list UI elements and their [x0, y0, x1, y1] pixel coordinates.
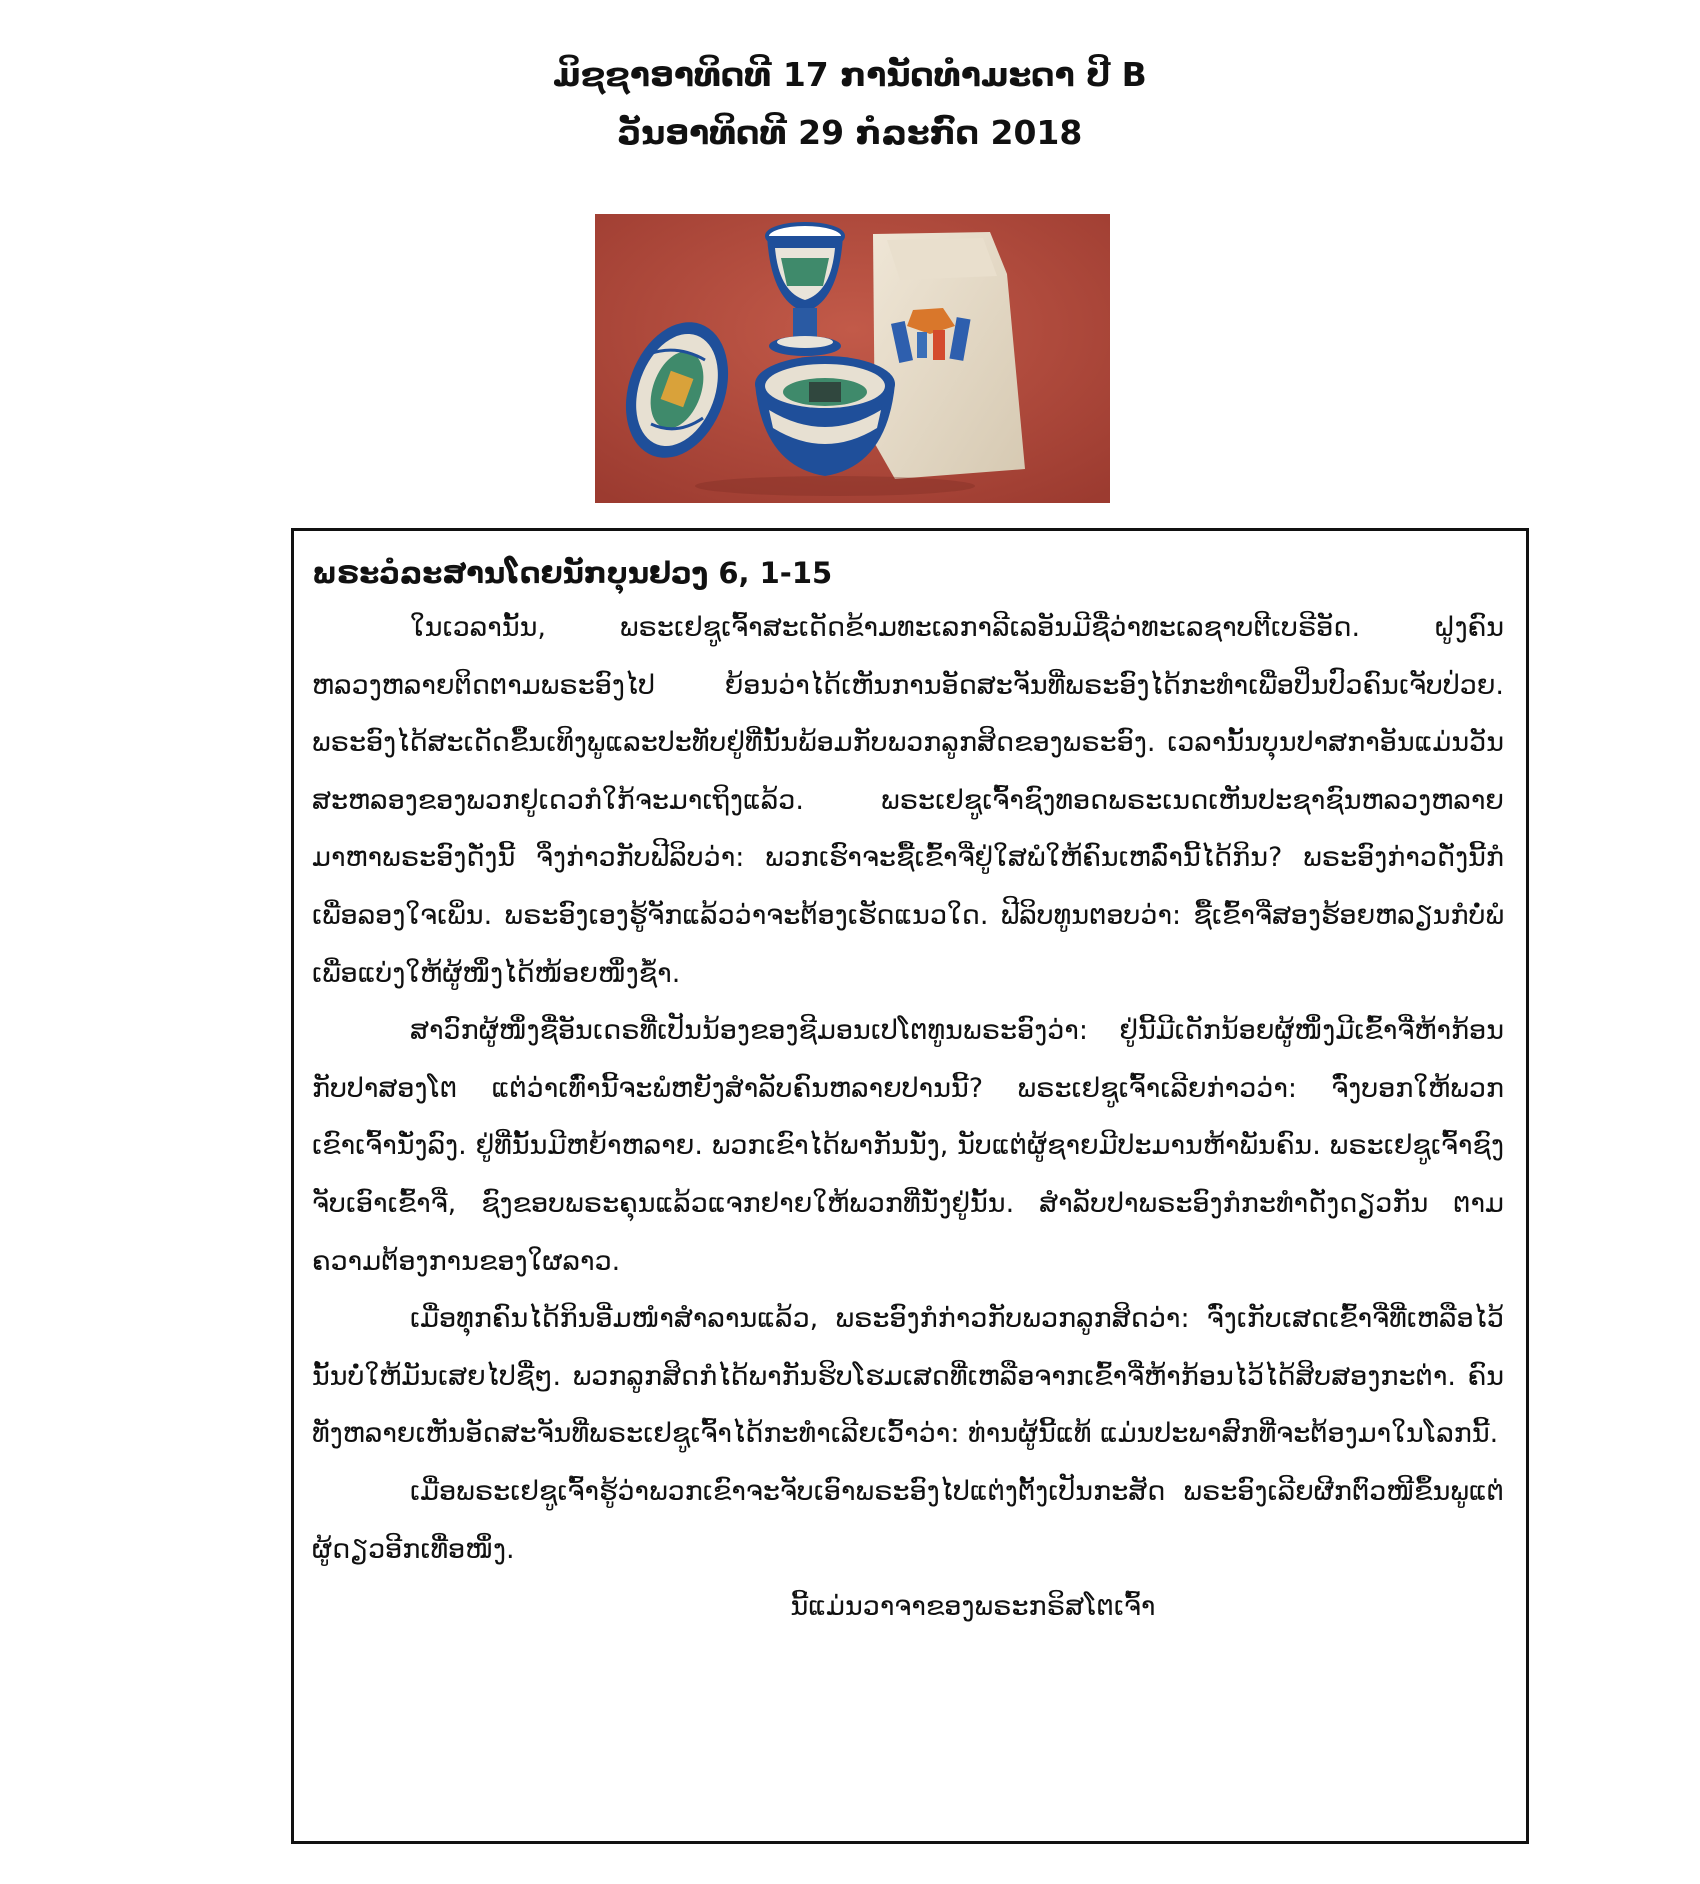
- reading-closing: ນີ້ແມ່ນວາຈາຂອງພຣະກຣິສໂຕເຈົ້າ: [790, 1591, 1156, 1623]
- reading-paragraph-3: ເມື່ອທຸກຄົນໄດ້ກິນອີ່ມໜຳສຳລານແລ້ວ, ພຣະອົງກໍກ່າວກັບພວກລູກສິດວ່າ: ຈົ່ງເກັບເສດເຂົ້າຈີ່ທີ່ເຫລືອໄວ້ນັ້ນບໍ່ໃຫ້ມັນເສຍໄປຊື່ໆ. ພວກລູກສິດກໍໄດ້ພາກັນຮິບໂຮມເສດທີ່ເຫລືອຈາກເຂົ້າຈີ່ຫ້າກ້ອນໄວ້ໄດ້ສິບສອງກະຕ່າ. ຄົນທັງຫລາຍເຫັນອັດສະຈັນທີ່ພຣະເຢຊູເຈົ້າໄດ້ກະທຳເລີຍເວົ້າວ່າ: ທ່ານຜູ້ນີ້ແທ້ ແມ່ນປະພາສົກທີ່ຈະຕ້ອງມາໃນໂລກນີ້.: [312, 1303, 1504, 1450]
- reading-paragraph-4: ເມື່ອພຣະເຢຊູເຈົ້າຮູ້ວ່າພວກເຂົາຈະຈັບເອົາພຣະອົງໄປແຕ່ງຕັ້ງເປັນກະສັດ ພຣະອົງເລີຍຜີກຕົວໜີຂຶ້ນພູແຕ່ຜູ້ດຽວອີກເທື່ອໜຶ່ງ.: [312, 1475, 1504, 1565]
- reading-paragraph-1: ໃນເວລານັ້ນ, ພຣະເຢຊູເຈົ້າສະເດັດຂ້າມທະເລກາລີເລອັນມີຊື່ວ່າທະເລຊາບຕີເບຣີອັດ. ຝູງຄົນຫລວງຫລາຍຕິດຕາມພຣະອົງໄປ ຍ້ອນວ່າໄດ້ເຫັນການອັດສະຈັນທີ່ພຣະອົງໄດ້ກະທຳເພື່ອປິ່ນປົວຄົນເຈັບປ່ວຍ. ພຣະອົງໄດ້ສະເດັດຂຶ້ນເທິງພູແລະປະທັບຢູ່ທີ່ນັ້ນພ້ອມກັບພວກລູກສິດຂອງພຣະອົງ. ເວລານັ້ນບຸນປາສກາອັນແມ່ນວັນສະຫລອງຂອງພວກຢູເດວກໍໃກ້ຈະມາເຖິງແລ້ວ. ພຣະເຢຊູເຈົ້າຊົງທອດພຣະເນດເຫັນປະຊາຊົນຫລວງຫລາຍມາຫາພຣະອົງດັ່ງນີ້ ຈຶ່ງກ່າວກັບຟີລິບວ່າ: ພວກເຮົາຈະຊື້ເຂົ້າຈີ່ຢູ່ໃສພໍໃຫ້ຄົນເຫລົ່ານີ້ໄດ້ກິນ? ພຣະອົງກ່າວດັ່ງນີ້ກໍເພື່ອລອງໃຈເພິ່ນ. ພຣະອົງເອງຮູ້ຈັກແລ້ວວ່າຈະຕ້ອງເຮັດແນວໃດ. ຟີລິບທູນຕອບວ່າ: ຊື້ເຂົ້າຈີ່ສອງຮ້ອຍຫລຽນກໍບໍ່ພໍເພື່ອແບ່ງໃຫ້ຜູ້ໜຶ່ງໄດ້ໜ້ອຍໜຶ່ງຊໍ້າ.: [312, 612, 1504, 989]
- chalice-bowl-and-cloth-photo: [595, 214, 1110, 503]
- reading-heading: ພຣະວໍລະສານໂດຍນັກບຸນຢວງ 6, 1-15: [312, 556, 833, 590]
- gospel-reading-box: [291, 528, 1529, 1844]
- title-line-1: ມິຊຊາອາທິດທີ 17 ການັດທຳມະດາ ປີ B: [553, 55, 1147, 94]
- header: [0, 46, 1700, 162]
- reading-paragraph-2: ສາວົກຜູ້ໜຶ່ງຊື່ອັນເດຣທີ່ເປັນນ້ອງຂອງຊີມອນເປໂຕທູນພຣະອົງວ່າ: ຢູ່ນີ້ມີເດັກນ້ອຍຜູ້ໜຶ່ງມີເຂົ້າຈີ່ຫ້າກ້ອນກັບປາສອງໂຕ ແຕ່ວ່າເທົ່ານີ້ຈະພໍຫຍັງສຳລັບຄົນຫລາຍປານນີ້? ພຣະເຢຊູເຈົ້າເລີຍກ່າວວ່າ: ຈົ່ງບອກໃຫ້ພວກເຂົາເຈົ້ານັ່ງລົງ. ຢູ່ທີ່ນັ້ນມີຫຍ້າຫລາຍ. ພວກເຂົາໄດ້ພາກັນນັ່ງ, ນັບແຕ່ຜູ້ຊາຍມີປະມານຫ້າພັນຄົນ. ພຣະເຢຊູເຈົ້າຊົງຈັບເອົາເຂົ້າຈີ່, ຊົງຂອບພຣະຄຸນແລ້ວແຈກຢາຍໃຫ້ພວກທີ່ນັ່ງຢູ່ນັ້ນ. ສຳລັບປາພຣະອົງກໍກະທຳດັ່ງດຽວກັນ ຕາມຄວາມຕ້ອງການຂອງໃຜລາວ.: [312, 1015, 1504, 1277]
- title-line-2: ວັນອາທິດທີ 29 ກໍລະກົດ 2018: [617, 113, 1083, 152]
